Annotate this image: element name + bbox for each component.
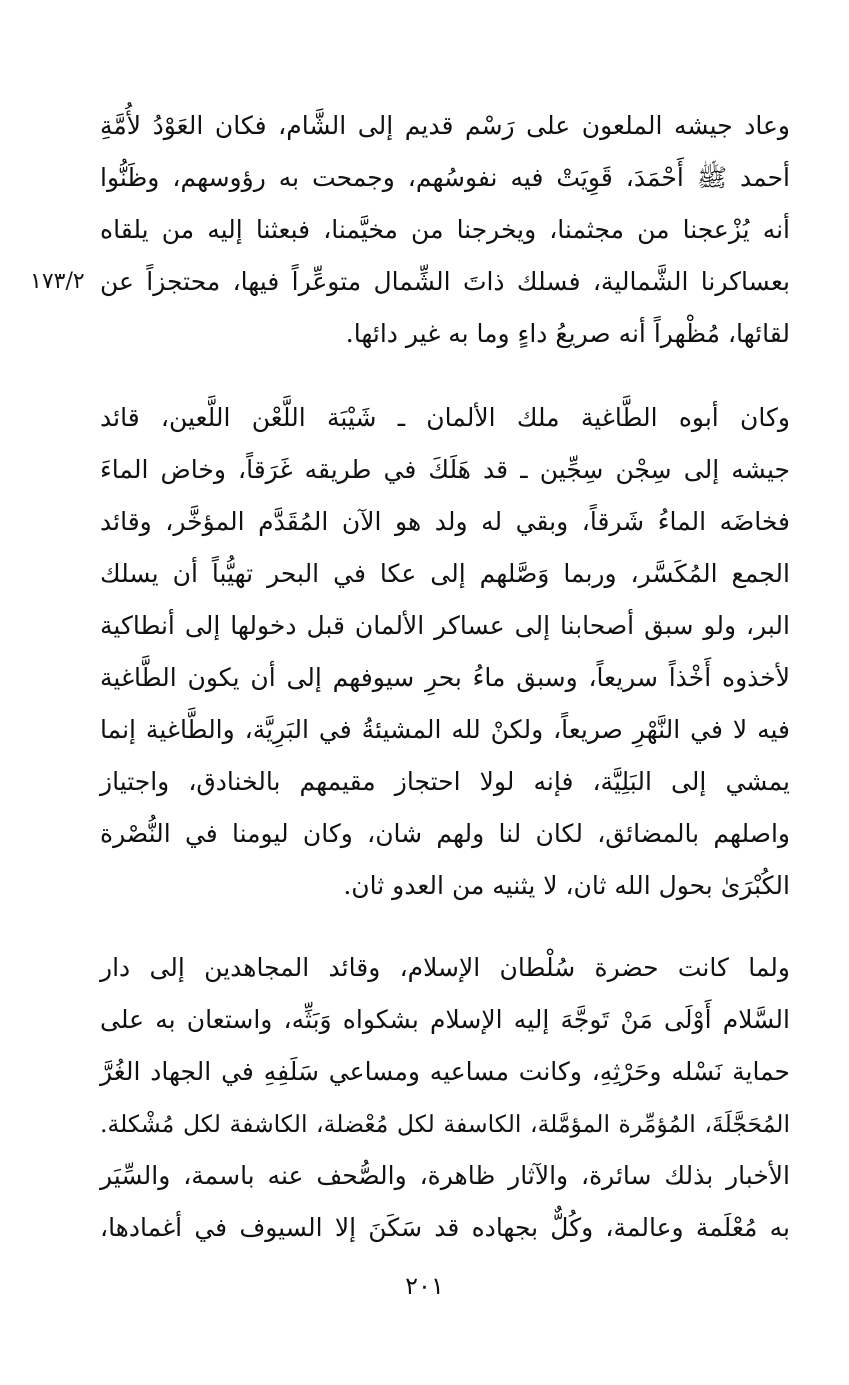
paragraph-3 [100,942,790,1254]
paragraph-2 [100,392,790,912]
text-line: الجمع المُكَسَّر، وربما وَصَّلهم إلى عكا في البحر تهيُّباً أن يسلك [100,559,790,588]
text-line: المُحَجَّلَةَ، المُؤمِّرة المؤمَّلة، الكاسفة لكل مُعْضلة، الكاشفة لكل مُشْكلة. [100,1110,790,1138]
text-line: لأخذوه أَخْذاً سريعاً، وسبق ماءُ بحرِ سيوفهم إلى أن يكون الطَّاغية [100,663,790,692]
page-number: ٢٠١ [405,1272,444,1300]
text-line: جيشه إلى سِجْن سِجِّين ـ قد هَلَكَ في طريقه غَرَقاً، وخاض الماءَ [100,455,790,484]
text-line: واصلهم بالمضائق، لكان لنا ولهم شان، وكان ليومنا في النُّصْرة [100,819,790,848]
margin-reference: ١٧٣/٢ [30,269,85,294]
text-line: فيه لا في النَّهْرِ صريعاً، ولكنْ لله المشيئةُ في البَرِيَّة، والطَّاغية إنما [100,715,790,744]
text-line: به مُعْلَمة وعالمة، وكُلٌّ بجهاده قد سَكَنَ إلا السيوف في أغمادها، [100,1213,790,1242]
text-line: الأخبار بذلك سائرة، والآثار ظاهرة، والصُّحف عنه باسمة، والسِّيَر [100,1161,790,1190]
text-line: الكُبْرَىٰ بحول الله ثان، لا يثنيه من العدو ثان. [343,871,790,900]
text-line: البر، ولو سبق أصحابنا إلى عساكر الألمان قبل دخولها إلى أنطاكية [100,611,790,640]
text-line: السَّلام أَوْلَى مَنْ تَوجَّهَ إليه الإسلام بشكواه وَبَثِّه، واستعان به على [100,1005,790,1034]
text-line: وكان أبوه الطَّاغية ملك الألمان ـ شَيْبَة اللَّعْن اللَّعين، قائد [100,403,790,432]
text-line: أحمد ﷺ أَحْمَدَ، قَوِيَتْ فيه نفوسُهم، وجمحت به رؤوسهم، وظَنُّوا [100,163,790,192]
text-line: وعاد جيشه الملعون على رَسْم قديم إلى الشَّام، فكان العَوْدُ لأُمَّةِ [100,111,790,140]
text-line: ولما كانت حضرة سُلْطان الإسلام، وقائد المجاهدين إلى دار [100,953,790,982]
text-line: حماية نَسْله وحَرْثِهِ، وكانت مساعيه ومساعي سَلَفِهِ في الجهاد الغُرَّ [100,1057,790,1086]
text-line: لقائها، مُظْهراً أنه صريعُ داءٍ وما به غير دائها. [345,319,790,348]
text-line: أنه يُزْعجنا من مجثمنا، ويخرجنا من مخيَّمنا، فبعثنا إليه من يلقاه [100,215,790,244]
text-line: بعساكرنا الشَّمالية، فسلك ذاتَ الشِّمال متوعِّراً فيها، محتجزاً عن [100,267,790,296]
paragraph-1 [100,100,790,360]
text-line: فخاضَه الماءُ شَرقاً، وبقي له ولد هو الآن المُقَدَّم المؤخَّر، وقائد [100,507,790,536]
text-line: يمشي إلى البَلِيَّة، فإنه لولا احتجاز مقيمهم بالخنادق، واجتياز [100,767,790,796]
